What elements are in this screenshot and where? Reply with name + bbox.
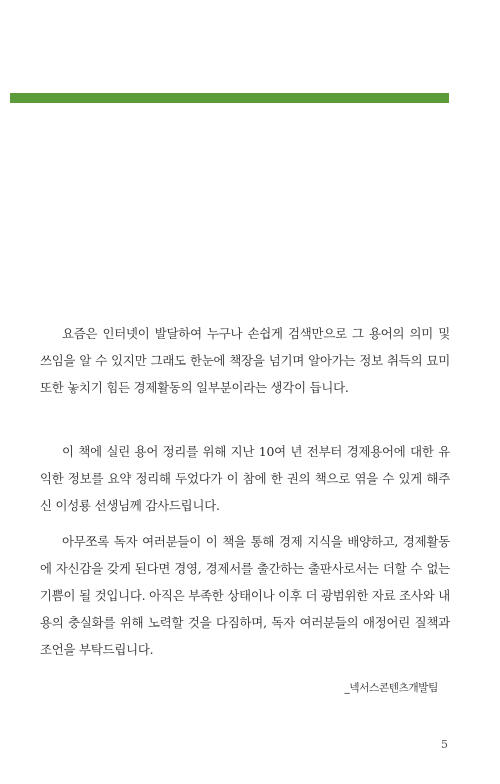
preface-paragraph-3: 아무쪼록 독자 여러분들이 이 책을 통해 경제 지식을 배양하고, 경제활동에 자신감을 갖게 된다면 경영, 경제서를 출간하는 출판사로서는 더할 수 없는 기쁨이 될 것입니다. 아직은 부족한 상태이나 이후 더 광범위한 자료 조사와 내용의 충실화를 위해 노력할 것을 다짐하며, 독자 여러분들의 애정어린 질책과 조언을 부탁드립니다. <box>40 534 450 657</box>
preface-paragraph-1: 요즘은 인터넷이 발달하여 누구나 손쉽게 검색만으로 그 용어의 의미 및 쓰임을 알 수 있지만 그래도 한눈에 책장을 넘기며 알아가는 정보 취득의 묘미 또한 놓치기 힘든 경제활동의 일부분이라는 생각이 듭니다. <box>40 326 450 395</box>
author-signature: _넥서스콘텐츠개발팀 <box>344 682 438 694</box>
top-accent-rule <box>10 93 449 103</box>
preface-paragraph-3-block <box>40 528 450 663</box>
preface-paragraph-2: 이 책에 실린 용어 정리를 위해 지난 10여 년 전부터 경제용어에 대한 유익한 정보를 요약 정리해 두었다가 이 참에 한 권의 책으로 엮을 수 있게 해주신 이성룡 선생님께 감사드립니다. <box>40 444 450 513</box>
preface-paragraph-2-block <box>40 438 450 519</box>
page-number: 5 <box>441 738 448 751</box>
preface-paragraph-1-block <box>40 320 450 401</box>
